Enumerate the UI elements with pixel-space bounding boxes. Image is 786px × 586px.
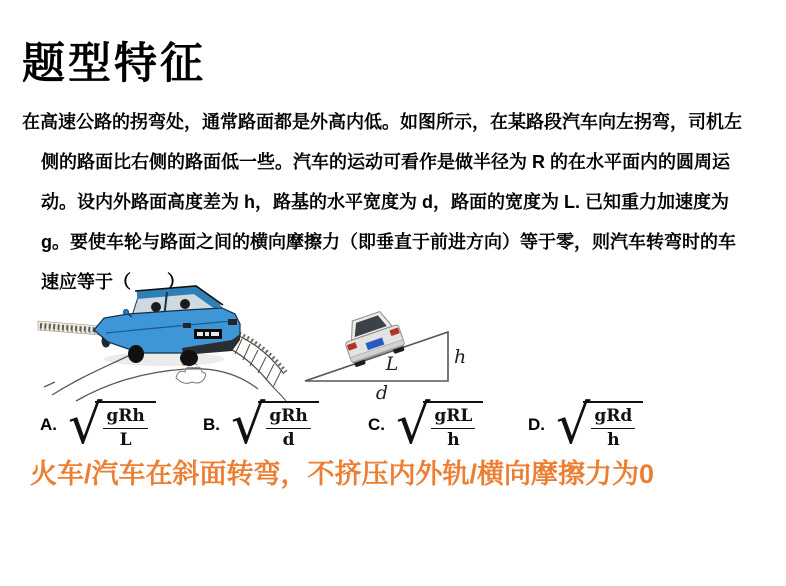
radical-sign: √ [68, 392, 103, 456]
problem-line-5: 速应等于（ ） [41, 272, 185, 292]
problem-line-3: 动。设内外路面高度差为 h，路基的水平宽度为 d，路面的宽度为 L. 已知重力加速度为 [41, 192, 729, 212]
option-a-denominator: L [119, 429, 132, 450]
problem-line-1: 在高速公路的拐弯处，通常路面都是外高内低。如图所示，在某路段汽车向左拐弯，司机左 [22, 112, 742, 132]
rear-right-wheel [180, 350, 198, 366]
option-b-denominator: d [282, 429, 295, 450]
option-c-letter: C. [368, 415, 385, 434]
option-d-denominator: h [607, 429, 620, 450]
option-c-formula [396, 392, 483, 456]
option-b-letter: B. [203, 415, 220, 434]
radical-sign: √ [556, 392, 591, 456]
blue-car [94, 286, 240, 366]
option-d [528, 392, 643, 456]
problem-line-4: g。要使车轮与路面之间的横向摩擦力（即垂直于前进方向）等于零，则汽车转弯时的车 [41, 232, 736, 252]
taillight-right [228, 319, 237, 325]
option-a-letter: A. [40, 415, 57, 434]
taillight-left [183, 323, 191, 328]
option-b-numerator: gRh [266, 407, 310, 429]
option-a-formula [68, 392, 156, 456]
option-a [40, 392, 156, 456]
option-c-denominator: h [447, 429, 460, 450]
option-a-numerator: gRh [103, 407, 147, 429]
rear-left-wheel [128, 345, 144, 363]
incline-label-slope: L [385, 353, 399, 375]
option-c-numerator: gRL [431, 407, 475, 429]
option-d-numerator: gRd [591, 407, 635, 429]
incline-diagram [298, 292, 470, 404]
plate-mark [197, 332, 203, 336]
driver-head [180, 299, 190, 309]
curved-road-car-figure [36, 274, 288, 402]
option-c [368, 392, 483, 456]
page-title: 题型特征 [22, 40, 206, 88]
option-d-letter: D. [528, 415, 545, 434]
plate-mark [205, 332, 209, 336]
radical-sign: √ [396, 392, 431, 456]
incline-label-height: h [454, 346, 467, 368]
incline-label-base: d [375, 382, 389, 404]
summary-note: 火车/汽车在斜面转弯，不挤压内外轨/横向摩擦力为0 [30, 459, 655, 489]
option-b [203, 392, 319, 456]
problem-line-2: 侧的路面比右侧的路面低一些。汽车的运动可看作是做半径为 R 的在水平面内的圆周运 [41, 152, 730, 172]
radical-sign: √ [231, 392, 266, 456]
option-b-formula [231, 392, 319, 456]
option-d-formula [556, 392, 643, 456]
problem-statement [22, 102, 774, 302]
side-mirror [123, 309, 128, 314]
plate-mark [211, 332, 219, 336]
car-shadow [104, 352, 224, 366]
passenger-head [151, 302, 161, 312]
